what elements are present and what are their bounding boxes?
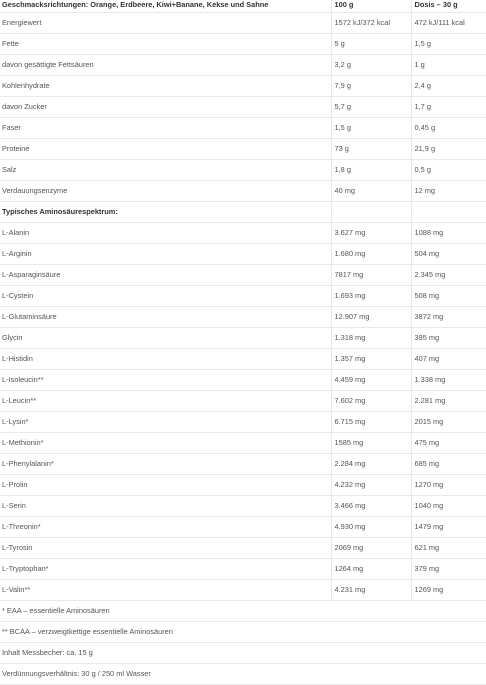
value-per-100g: 3.466 mg: [331, 496, 411, 517]
table-row: [0, 139, 486, 160]
flavours-header: Geschmacksrichtungen: Orange, Erdbeere, Kiwi+Banane, Kekse und Sahne: [0, 0, 331, 13]
value-per-dose: 2.281 mg: [411, 391, 486, 412]
value-per-dose: 395 mg: [411, 328, 486, 349]
value-per-100g: 4.232 mg: [331, 475, 411, 496]
value-per-dose: 21,9 g: [411, 139, 486, 160]
amino-acid-name: L-Valin**: [0, 580, 331, 601]
value-per-100g: 6.715 mg: [331, 412, 411, 433]
value-per-100g: 1572 kJ/372 kcal: [331, 13, 411, 34]
table-row: [0, 559, 486, 580]
value-per-100g: 7.602 mg: [331, 391, 411, 412]
table-row: [0, 13, 486, 34]
table-row: [0, 286, 486, 307]
footnote: Inhalt Messbecher: ca. 15 g: [0, 643, 486, 664]
table-row: [0, 97, 486, 118]
table-row: [0, 118, 486, 139]
footnote-row: [0, 622, 486, 643]
value-per-dose: 2,4 g: [411, 76, 486, 97]
table-row: [0, 76, 486, 97]
table-row: [0, 391, 486, 412]
value-per-100g: 2.284 mg: [331, 454, 411, 475]
value-per-100g: 1.693 mg: [331, 286, 411, 307]
value-per-dose: 3872 mg: [411, 307, 486, 328]
value-per-100g: 4.459 mg: [331, 370, 411, 391]
value-per-dose: 1 g: [411, 55, 486, 76]
nutrient-name: Verdauungsenzyme: [0, 181, 331, 202]
value-per-dose: 1,5 g: [411, 34, 486, 55]
footnote: * EAA – essentielle Aminosäuren: [0, 601, 486, 622]
value-per-dose: 1088 mg: [411, 223, 486, 244]
value-per-dose: 685 mg: [411, 454, 486, 475]
nutrient-name: davon Zucker: [0, 97, 331, 118]
table-row: [0, 517, 486, 538]
amino-acid-name: L-Tyrosin: [0, 538, 331, 559]
value-per-dose: 1270 mg: [411, 475, 486, 496]
value-per-100g: 1585 mg: [331, 433, 411, 454]
footnote-row: [0, 601, 486, 622]
table-row: [0, 34, 486, 55]
nutrient-name: Faser: [0, 118, 331, 139]
amino-acid-name: L-Alanin: [0, 223, 331, 244]
value-per-dose: 475 mg: [411, 433, 486, 454]
value-per-100g: 2069 mg: [331, 538, 411, 559]
value-per-100g: 40 mg: [331, 181, 411, 202]
per-100g-header: 100 g: [331, 0, 411, 13]
value-per-100g: 1264 mg: [331, 559, 411, 580]
footnote: Verdünnungsverhältnis: 30 g / 250 ml Wasser: [0, 664, 486, 685]
value-per-100g: 1,8 g: [331, 160, 411, 181]
value-per-100g: 4.930 mg: [331, 517, 411, 538]
value-per-dose: 2.345 mg: [411, 265, 486, 286]
nutrient-name: Salz: [0, 160, 331, 181]
per-dose-header: Dosis – 30 g: [411, 0, 486, 13]
value-per-dose: 0,5 g: [411, 160, 486, 181]
value-per-100g: 4.231 mg: [331, 580, 411, 601]
nutrient-name: Fette: [0, 34, 331, 55]
table-row: [0, 580, 486, 601]
amino-acid-name: L-Histidin: [0, 349, 331, 370]
value-per-dose: 1040 mg: [411, 496, 486, 517]
amino-section-title: Typisches Aminosäurespektrum:: [0, 202, 331, 223]
value-per-100g: 1.357 mg: [331, 349, 411, 370]
footnote-row: [0, 643, 486, 664]
amino-acid-name: L-Methionin*: [0, 433, 331, 454]
value-per-dose: 12 mg: [411, 181, 486, 202]
value-per-dose: 2015 mg: [411, 412, 486, 433]
value-per-dose: 472 kJ/111 kcal: [411, 13, 486, 34]
table-row: [0, 496, 486, 517]
value-per-100g: 5 g: [331, 34, 411, 55]
table-header-row: [0, 0, 486, 13]
amino-section-empty-dose: [411, 202, 486, 223]
value-per-dose: 407 mg: [411, 349, 486, 370]
value-per-dose: 508 mg: [411, 286, 486, 307]
value-per-dose: 621 mg: [411, 538, 486, 559]
table-row: [0, 307, 486, 328]
value-per-100g: 1.680 mg: [331, 244, 411, 265]
value-per-dose: 1.338 mg: [411, 370, 486, 391]
table-row: [0, 244, 486, 265]
amino-acid-name: L-Threonin*: [0, 517, 331, 538]
amino-section-row: [0, 202, 486, 223]
amino-acid-name: L-Prolin: [0, 475, 331, 496]
nutrient-name: Kohlenhydrate: [0, 76, 331, 97]
amino-acid-name: Glycin: [0, 328, 331, 349]
table-row: [0, 223, 486, 244]
table-row: [0, 412, 486, 433]
value-per-dose: 504 mg: [411, 244, 486, 265]
amino-acid-name: L-Arginin: [0, 244, 331, 265]
table-row: [0, 265, 486, 286]
table-row: [0, 454, 486, 475]
value-per-100g: 3,2 g: [331, 55, 411, 76]
amino-acid-name: L-Phenylalanin*: [0, 454, 331, 475]
value-per-100g: 3.627 mg: [331, 223, 411, 244]
amino-acid-name: L-Lysin*: [0, 412, 331, 433]
value-per-100g: 7817 mg: [331, 265, 411, 286]
table-row: [0, 55, 486, 76]
value-per-dose: 1269 mg: [411, 580, 486, 601]
amino-acid-name: L-Tryptophan*: [0, 559, 331, 580]
value-per-100g: 5,7 g: [331, 97, 411, 118]
table-row: [0, 538, 486, 559]
value-per-100g: 7,9 g: [331, 76, 411, 97]
nutrient-name: Energiewert: [0, 13, 331, 34]
amino-acid-name: L-Glutaminsäure: [0, 307, 331, 328]
value-per-dose: 379 mg: [411, 559, 486, 580]
table-row: [0, 181, 486, 202]
table-row: [0, 160, 486, 181]
value-per-100g: 1,5 g: [331, 118, 411, 139]
nutrient-name: Proteine: [0, 139, 331, 160]
amino-acid-name: L-Serin: [0, 496, 331, 517]
value-per-dose: 1,7 g: [411, 97, 486, 118]
nutrient-name: davon gesättigte Fettsäuren: [0, 55, 331, 76]
footnote-row: [0, 664, 486, 685]
table-row: [0, 433, 486, 454]
amino-acid-name: L-Isoleucin**: [0, 370, 331, 391]
value-per-100g: 12.907 mg: [331, 307, 411, 328]
footnote: ** BCAA – verzweigtkettige essentielle Aminosäuren: [0, 622, 486, 643]
value-per-100g: 1.318 mg: [331, 328, 411, 349]
amino-acid-name: L-Cystein: [0, 286, 331, 307]
amino-section-empty-100g: [331, 202, 411, 223]
amino-acid-name: L-Asparaginsäure: [0, 265, 331, 286]
table-row: [0, 370, 486, 391]
amino-acid-name: L-Leucin**: [0, 391, 331, 412]
table-row: [0, 475, 486, 496]
value-per-dose: 1479 mg: [411, 517, 486, 538]
table-row: [0, 349, 486, 370]
value-per-dose: 0,45 g: [411, 118, 486, 139]
table-row: [0, 328, 486, 349]
value-per-100g: 73 g: [331, 139, 411, 160]
